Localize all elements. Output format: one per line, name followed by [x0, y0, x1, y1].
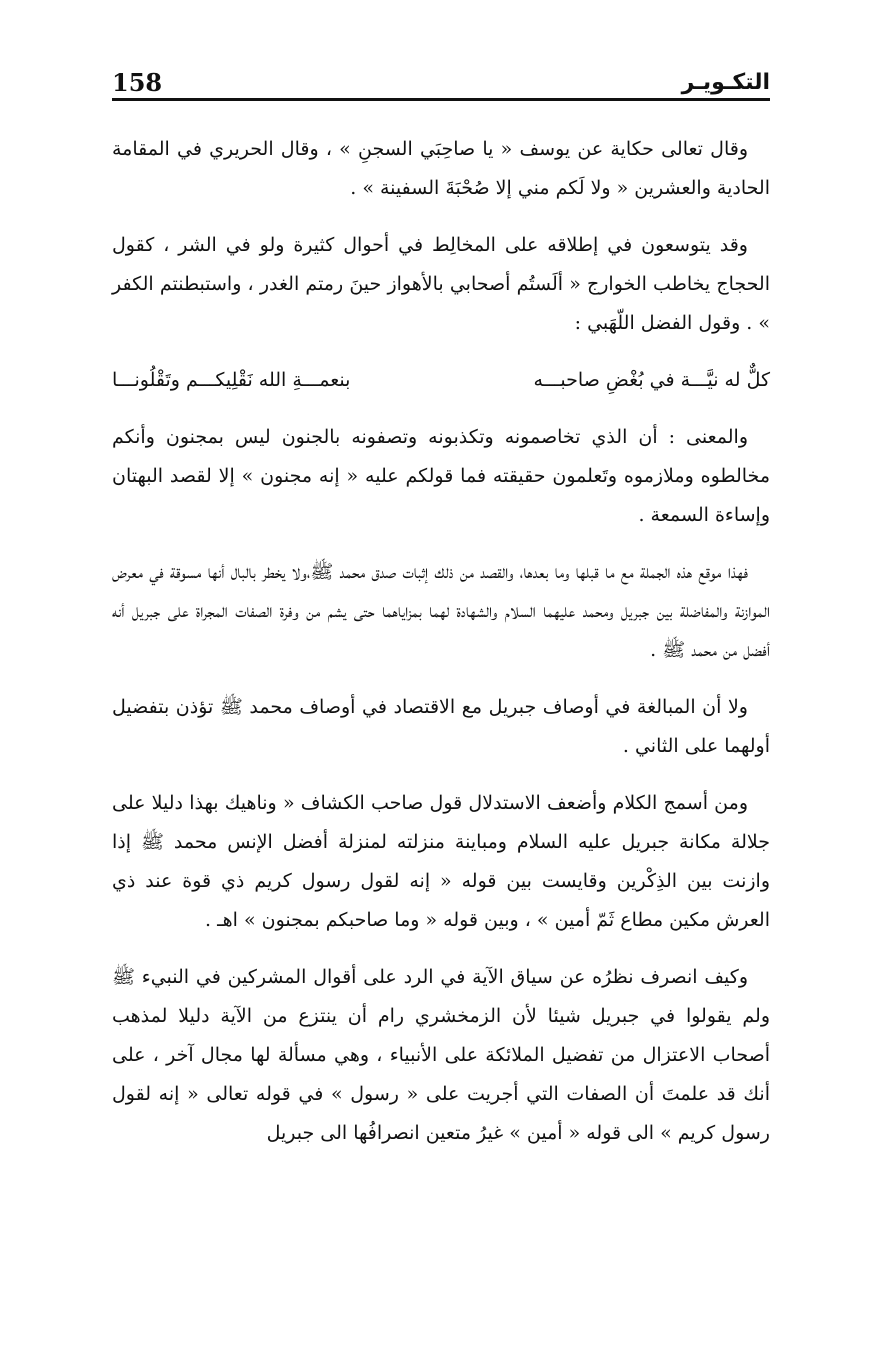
page-number: 158: [112, 68, 163, 97]
poetry-verse: [112, 361, 770, 400]
paragraph-3: والمعنى : أن الذي تخاصمونه وتكذبونه وتصفونه بالجنون ليس بمجنون وأنكم مخالطوه وملازموه وتَعلمون حقيقته فما قولكم عليه « إنه مجنون » إلا لقصد البهتان وإساءة السمعة .: [112, 426, 770, 526]
paragraph-1: وقال تعالى حكاية عن يوسف « يا صاحِبَي السجنِ » ، وقال الحريري في المقامة الحادية والعشرين « ولا لَكم مني إلا صُحْبَةَ السفينة » .: [112, 138, 770, 199]
paragraph-7: وكيف انصرف نظرُه عن سياق الآية في الرد على أقوال المشركين في النبيء ﷺ ولم يقولوا في جبريل شيئا لأن الزمخشري رام أن ينتزع من الآية دليلا لمذهب أصحاب الاعتزال من تفضيل الملائكة على الأنبياء ، وهي مسألة لها مجال آخر ، على أنك قد علمتَ أن الصفات التي أجريت على « رسول » في قوله تعالى « إنه لقول رسول كريم » الى قوله « أمين » غيرُ متعين انصرافُها الى جبريل: [112, 966, 770, 1144]
verse-hemistich-second: بنعمـــةِ الله نَقْلِيكـــم وتَقْلُونـــا: [112, 369, 351, 391]
paragraph-5: ولا أن المبالغة في أوصاف جبريل مع الاقتصاد في أوصاف محمد ﷺ تؤذن بتفضيل أولهما على الثاني .: [112, 696, 770, 757]
page-header: [112, 58, 770, 101]
paragraph-2: وقد يتوسعون في إطلاقه على المخالِط في أحوال كثيرة ولو في الشر ، كقول الحجاج يخاطب الخوارج « ألَستُم أصحابي بالأهواز حينَ رمتم الغدر ، واستبطنتم الكفر » . وقول الفضل اللّهَبي :: [112, 234, 770, 334]
paragraph-6: ومن أسمج الكلام وأضعف الاستدلال قول صاحب الكشاف « وناهيك بهذا دليلا على جلالة مكانة جبريل عليه السلام ومباينة منزلته لمنزلة أفضل الإنس محمد ﷺ إذا وازنت بين الذِكْرين وقايست بين قوله « إنه لقول رسول كريم ذي قوة عند ذي العرش مكين مطاع ثَمّ أمين » ، وبين قوله « وما صاحبكم بمجنون » اهـ .: [112, 792, 770, 931]
verse-hemistich-first: كلٌّ له نيَّـــة في بُغْضِ صاحبـــه: [533, 369, 770, 391]
paragraph-4: فهذا موقع هذه الجملة مع ما قبلها وما بعدها، والقصد من ذلك إثبات صدق محمد ﷺ،ولا يخطر بالبال أنها مسوقة في معرض الموازنة والمفاضلة بين جبريل ومحمد عليهما السلام والشهادة لهما بمزاياهما حتى يشم من وفرة الصفات المجراة على جبريل أنه أفضل من محمد ﷺ .: [112, 561, 770, 661]
body-text: [112, 130, 770, 1171]
chapter-title: التكـويـر: [681, 70, 770, 95]
